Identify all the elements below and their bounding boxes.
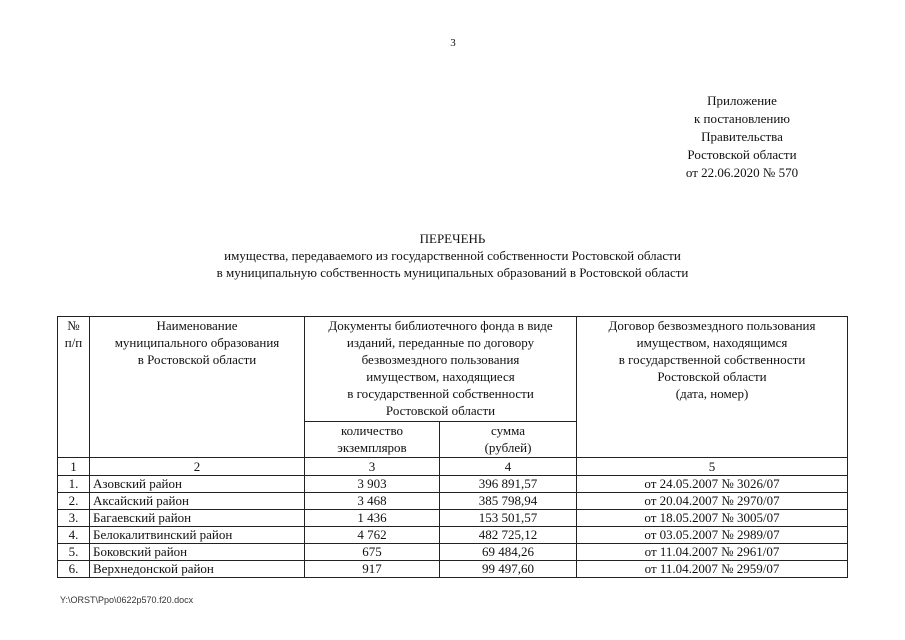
header-documents <box>305 317 577 422</box>
table-row <box>58 476 848 493</box>
file-path-footer: Y:\ORST\Ppo\0622p570.f20.docx <box>60 595 194 605</box>
row-num: 6. <box>58 561 90 578</box>
table-row <box>58 544 848 561</box>
header-text: количество <box>340 423 404 438</box>
table-row <box>58 510 848 527</box>
header-text: безвозмездного пользования <box>361 352 520 367</box>
row-contract: от 18.05.2007 № 3005/07 <box>577 510 848 527</box>
appendix-block <box>632 92 852 182</box>
header-text: (рублей) <box>484 440 532 455</box>
row-num: 1. <box>58 476 90 493</box>
document-heading <box>120 230 785 281</box>
row-quantity: 3 903 <box>305 476 440 493</box>
header-text: имуществом, находящиеся <box>366 369 515 384</box>
header-text: изданий, переданные по договору <box>346 335 535 350</box>
row-quantity: 917 <box>305 561 440 578</box>
row-municipality: Аксайский район <box>90 493 305 510</box>
header-text: экземпляров <box>337 440 407 455</box>
row-num: 4. <box>58 527 90 544</box>
row-num: 2. <box>58 493 90 510</box>
table-row <box>58 561 848 578</box>
row-sum: 69 484,26 <box>440 544 577 561</box>
header-row <box>58 317 848 422</box>
header-text: Ростовской области <box>657 369 767 384</box>
row-quantity: 1 436 <box>305 510 440 527</box>
row-contract: от 24.05.2007 № 3026/07 <box>577 476 848 493</box>
appendix-line: Ростовской области <box>687 147 797 162</box>
column-number-row <box>58 458 848 476</box>
row-sum: 396 891,57 <box>440 476 577 493</box>
row-municipality: Верхнедонской район <box>90 561 305 578</box>
row-sum: 482 725,12 <box>440 527 577 544</box>
header-contract <box>577 317 848 458</box>
row-municipality: Азовский район <box>90 476 305 493</box>
row-sum: 153 501,57 <box>440 510 577 527</box>
header-text: Документы библиотечного фонда в виде <box>328 318 553 333</box>
heading-title: ПЕРЕЧЕНЬ <box>419 231 486 246</box>
header-text: Наименование <box>156 318 238 333</box>
property-table <box>57 316 848 578</box>
header-text: в государственной собственности <box>347 386 534 401</box>
page-number: 3 <box>450 37 456 49</box>
header-num <box>58 317 90 458</box>
header-quantity <box>305 422 440 458</box>
header-text: (дата, номер) <box>675 386 749 401</box>
column-number: 2 <box>90 458 305 476</box>
appendix-line: от 22.06.2020 № 570 <box>685 165 799 180</box>
appendix-line: Приложение <box>707 93 777 108</box>
row-num: 3. <box>58 510 90 527</box>
row-municipality: Белокалитвинский район <box>90 527 305 544</box>
header-text: муниципального образования <box>114 335 280 350</box>
header-text: Договор безвозмездного пользования <box>608 318 816 333</box>
table-row <box>58 527 848 544</box>
row-municipality: Багаевский район <box>90 510 305 527</box>
row-quantity: 675 <box>305 544 440 561</box>
heading-line: в муниципальную собственность муниципальных образований в Ростовской области <box>216 265 689 280</box>
header-municipality <box>90 317 305 458</box>
header-text: № <box>67 318 80 333</box>
row-quantity: 3 468 <box>305 493 440 510</box>
row-sum: 99 497,60 <box>440 561 577 578</box>
header-sum <box>440 422 577 458</box>
heading-line: имущества, передаваемого из государственной собственности Ростовской области <box>224 248 681 263</box>
row-contract: от 20.04.2007 № 2970/07 <box>577 493 848 510</box>
column-number: 5 <box>577 458 848 476</box>
row-quantity: 4 762 <box>305 527 440 544</box>
header-text: п/п <box>64 335 83 350</box>
row-contract: от 11.04.2007 № 2961/07 <box>577 544 848 561</box>
header-text: имуществом, находящимся <box>636 335 788 350</box>
row-num: 5. <box>58 544 90 561</box>
row-contract: от 03.05.2007 № 2989/07 <box>577 527 848 544</box>
row-municipality: Боковский район <box>90 544 305 561</box>
row-contract: от 11.04.2007 № 2959/07 <box>577 561 848 578</box>
appendix-line: к постановлению <box>693 111 791 126</box>
column-number: 4 <box>440 458 577 476</box>
header-text: Ростовской области <box>385 403 496 418</box>
table-row <box>58 493 848 510</box>
column-number: 1 <box>58 458 90 476</box>
row-sum: 385 798,94 <box>440 493 577 510</box>
header-text: в государственной собственности <box>618 352 806 367</box>
appendix-line: Правительства <box>701 129 783 144</box>
column-number: 3 <box>305 458 440 476</box>
header-text: в Ростовской области <box>137 352 257 367</box>
header-text: сумма <box>490 423 526 438</box>
